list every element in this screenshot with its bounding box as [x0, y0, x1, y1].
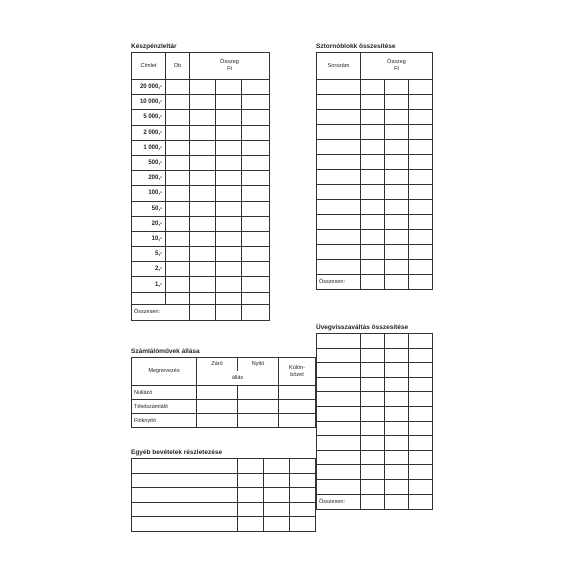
- denomination-label: 5,-: [132, 247, 166, 262]
- description-cell[interactable]: [317, 421, 361, 436]
- count-cell[interactable]: [166, 231, 190, 246]
- amount-cell[interactable]: [409, 363, 433, 378]
- amount-cell[interactable]: [385, 200, 409, 215]
- amount-cell[interactable]: [361, 377, 385, 392]
- denomination-label: 20,-: [132, 216, 166, 231]
- count-cell[interactable]: [166, 171, 190, 186]
- table-row: [317, 392, 433, 407]
- amount-cell[interactable]: [238, 502, 264, 517]
- total-amount-cell[interactable]: [385, 275, 409, 290]
- denomination-label: 1 000,-: [132, 140, 166, 155]
- table-row: [317, 363, 433, 378]
- amount-cell[interactable]: [290, 502, 316, 517]
- amount-cell[interactable]: [216, 231, 242, 246]
- count-cell[interactable]: [166, 216, 190, 231]
- amount-cell[interactable]: [361, 230, 385, 245]
- amount-cell[interactable]: [190, 95, 216, 110]
- amount-cell[interactable]: [361, 260, 385, 275]
- amount-cell[interactable]: [190, 125, 216, 140]
- count-cell[interactable]: [166, 277, 190, 292]
- amount-cell[interactable]: [216, 247, 242, 262]
- table-row: [317, 170, 433, 185]
- denomination-label: 5 000,-: [132, 110, 166, 125]
- amount-cell[interactable]: [216, 80, 242, 95]
- other-income-table: [131, 458, 316, 532]
- count-cell[interactable]: [166, 125, 190, 140]
- amount-cell[interactable]: [361, 110, 385, 125]
- denomination-header: Címlet: [132, 53, 166, 80]
- amount-cell[interactable]: [409, 230, 433, 245]
- total-amount-cell[interactable]: [385, 494, 409, 509]
- amount-cell[interactable]: [216, 262, 242, 277]
- amount-cell[interactable]: [409, 185, 433, 200]
- counters-title: Számlálóművek állása: [131, 348, 200, 355]
- total-label: Összesen:: [132, 304, 190, 320]
- total-amount-cell[interactable]: [409, 275, 433, 290]
- glass-return-table: [316, 333, 433, 510]
- total-label: Összesen:: [317, 494, 361, 509]
- table-row: [317, 230, 433, 245]
- table-row: [317, 140, 433, 155]
- serial-cell[interactable]: [317, 110, 361, 125]
- denomination-label: 20 000,-: [132, 80, 166, 95]
- amount-cell[interactable]: [242, 277, 270, 292]
- amount-cell[interactable]: [238, 517, 264, 532]
- amount-cell[interactable]: [361, 95, 385, 110]
- amount-cell[interactable]: [409, 95, 433, 110]
- amount-cell[interactable]: [190, 262, 216, 277]
- amount-cell[interactable]: [385, 377, 409, 392]
- table-row: [317, 436, 433, 451]
- table-row: [132, 517, 316, 532]
- table-row: [132, 414, 316, 428]
- amount-cell[interactable]: [361, 245, 385, 260]
- table-row: [317, 421, 433, 436]
- amount-cell[interactable]: [190, 171, 216, 186]
- amount-cell[interactable]: [242, 231, 270, 246]
- amount-cell[interactable]: [264, 502, 290, 517]
- amount-cell[interactable]: [190, 140, 216, 155]
- description-cell[interactable]: [317, 450, 361, 465]
- table-row: [317, 260, 433, 275]
- amount-cell[interactable]: [190, 216, 216, 231]
- blank-cell[interactable]: [166, 292, 190, 304]
- denomination-label: 100,-: [132, 186, 166, 201]
- table-row: [132, 262, 270, 277]
- description-cell[interactable]: [132, 459, 238, 474]
- amount-cell[interactable]: [242, 292, 270, 304]
- amount-cell[interactable]: [242, 95, 270, 110]
- amount-cell[interactable]: [361, 215, 385, 230]
- amount-cell[interactable]: [216, 125, 242, 140]
- amount-cell[interactable]: [216, 186, 242, 201]
- serial-cell[interactable]: [317, 260, 361, 275]
- amount-cell[interactable]: [216, 110, 242, 125]
- counter-name: Nullázó: [132, 386, 197, 400]
- description-cell[interactable]: [317, 406, 361, 421]
- description-cell[interactable]: [132, 488, 238, 503]
- denomination-label: 1,-: [132, 277, 166, 292]
- total-amount-cell[interactable]: [242, 304, 270, 320]
- table-row: [132, 140, 270, 155]
- amount-cell[interactable]: [242, 262, 270, 277]
- table-row: [132, 216, 270, 231]
- amount-cell[interactable]: [385, 110, 409, 125]
- table-row: [132, 155, 270, 170]
- amount-cell[interactable]: [190, 292, 216, 304]
- amount-cell[interactable]: [361, 450, 385, 465]
- total-amount-cell[interactable]: [216, 304, 242, 320]
- total-row: [317, 275, 433, 290]
- table-row: [132, 386, 316, 400]
- amount-cell[interactable]: [361, 155, 385, 170]
- amount-cell[interactable]: [216, 171, 242, 186]
- amount-cell[interactable]: [361, 200, 385, 215]
- total-amount-cell[interactable]: [409, 494, 433, 509]
- table-row: [132, 400, 316, 414]
- amount-cell[interactable]: [290, 517, 316, 532]
- table-row: [317, 110, 433, 125]
- amount-cell[interactable]: [409, 406, 433, 421]
- amount-cell[interactable]: [409, 436, 433, 451]
- table-row: [132, 488, 316, 503]
- table-row: [317, 200, 433, 215]
- amount-cell[interactable]: [216, 201, 242, 216]
- amount-cell[interactable]: [409, 348, 433, 363]
- amount-cell[interactable]: [385, 363, 409, 378]
- closing-cell[interactable]: [197, 386, 238, 400]
- amount-cell[interactable]: [242, 110, 270, 125]
- amount-cell[interactable]: [385, 140, 409, 155]
- amount-cell[interactable]: [409, 392, 433, 407]
- amount-cell[interactable]: [216, 155, 242, 170]
- amount-cell[interactable]: [385, 465, 409, 480]
- amount-cell[interactable]: [242, 155, 270, 170]
- amount-cell[interactable]: [290, 473, 316, 488]
- serial-cell[interactable]: [317, 215, 361, 230]
- serial-cell[interactable]: [317, 245, 361, 260]
- count-cell[interactable]: [166, 186, 190, 201]
- count-cell[interactable]: [166, 247, 190, 262]
- blank-cell[interactable]: [132, 292, 166, 304]
- table-row: [132, 502, 316, 517]
- amount-cell[interactable]: [385, 80, 409, 95]
- closing-cell[interactable]: [197, 400, 238, 414]
- amount-cell[interactable]: [290, 459, 316, 474]
- amount-cell[interactable]: [190, 277, 216, 292]
- total-amount-cell[interactable]: [190, 304, 216, 320]
- description-cell[interactable]: [317, 363, 361, 378]
- table-row: [132, 110, 270, 125]
- storno-summary-table: [316, 52, 433, 290]
- name-header: Megnevezés: [132, 358, 197, 386]
- description-cell[interactable]: [132, 517, 238, 532]
- count-cell[interactable]: [166, 155, 190, 170]
- opening-header: Nyitó: [238, 358, 279, 372]
- amount-cell[interactable]: [385, 334, 409, 349]
- table-row: [317, 377, 433, 392]
- table-row: [132, 292, 270, 304]
- table-row: [132, 247, 270, 262]
- description-cell[interactable]: [317, 392, 361, 407]
- table-row: [132, 473, 316, 488]
- total-row: [317, 494, 433, 509]
- amount-cell[interactable]: [264, 488, 290, 503]
- description-cell[interactable]: [317, 479, 361, 494]
- storno-summary-title: Sztornóblokk összesítése: [316, 43, 396, 50]
- description-cell[interactable]: [317, 465, 361, 480]
- denomination-label: 2 000,-: [132, 125, 166, 140]
- amount-cell[interactable]: [385, 215, 409, 230]
- amount-cell[interactable]: [361, 80, 385, 95]
- amount-cell[interactable]: [264, 517, 290, 532]
- counters-table: [131, 357, 316, 428]
- amount-cell[interactable]: [385, 436, 409, 451]
- description-cell[interactable]: [317, 334, 361, 349]
- table-row: [132, 231, 270, 246]
- total-row: [132, 304, 270, 320]
- amount-cell[interactable]: [361, 348, 385, 363]
- glass-return-title: Üvegvisszaváltás összesítése: [316, 324, 409, 331]
- amount-cell[interactable]: [361, 170, 385, 185]
- serial-cell[interactable]: [317, 170, 361, 185]
- amount-cell[interactable]: [242, 247, 270, 262]
- counter-name: Fiöknyitó: [132, 414, 197, 428]
- description-cell[interactable]: [132, 473, 238, 488]
- amount-cell[interactable]: [216, 216, 242, 231]
- table-row: [132, 80, 270, 95]
- count-cell[interactable]: [166, 110, 190, 125]
- total-amount-cell[interactable]: [361, 494, 385, 509]
- amount-cell[interactable]: [385, 245, 409, 260]
- table-row: [132, 171, 270, 186]
- serial-cell[interactable]: [317, 155, 361, 170]
- amount-cell[interactable]: [238, 488, 264, 503]
- table-row: [317, 80, 433, 95]
- amount-cell[interactable]: [361, 406, 385, 421]
- amount-cell[interactable]: [385, 125, 409, 140]
- serial-cell[interactable]: [317, 80, 361, 95]
- amount-cell[interactable]: [361, 185, 385, 200]
- opening-cell[interactable]: [238, 414, 279, 428]
- amount-cell[interactable]: [409, 377, 433, 392]
- amount-cell[interactable]: [216, 95, 242, 110]
- amount-cell[interactable]: [242, 80, 270, 95]
- serial-cell[interactable]: [317, 125, 361, 140]
- amount-cell[interactable]: [409, 465, 433, 480]
- table-row: [317, 465, 433, 480]
- amount-cell[interactable]: [361, 479, 385, 494]
- difference-cell[interactable]: [279, 386, 316, 400]
- amount-cell[interactable]: [409, 215, 433, 230]
- amount-cell[interactable]: [216, 277, 242, 292]
- description-cell[interactable]: [132, 502, 238, 517]
- table-row: [317, 479, 433, 494]
- table-row: [132, 186, 270, 201]
- amount-cell[interactable]: [190, 110, 216, 125]
- count-cell[interactable]: [166, 80, 190, 95]
- denomination-label: 50,-: [132, 201, 166, 216]
- amount-cell[interactable]: [361, 125, 385, 140]
- amount-cell[interactable]: [190, 201, 216, 216]
- amount-cell[interactable]: [242, 125, 270, 140]
- amount-cell[interactable]: [190, 231, 216, 246]
- description-cell[interactable]: [317, 348, 361, 363]
- amount-cell[interactable]: [190, 186, 216, 201]
- cash-inventory-title: Készpénzleltár: [131, 43, 177, 50]
- amount-cell[interactable]: [385, 155, 409, 170]
- description-cell[interactable]: [317, 377, 361, 392]
- table-row: [132, 201, 270, 216]
- amount-cell[interactable]: [385, 479, 409, 494]
- serial-cell[interactable]: [317, 200, 361, 215]
- count-cell[interactable]: [166, 95, 190, 110]
- amount-cell[interactable]: [242, 186, 270, 201]
- table-row: [317, 125, 433, 140]
- serial-header: Sorszám: [317, 53, 361, 80]
- amount-cell[interactable]: [409, 479, 433, 494]
- amount-cell[interactable]: [385, 230, 409, 245]
- amount-cell[interactable]: [361, 334, 385, 349]
- amount-cell[interactable]: [264, 459, 290, 474]
- table-row: [317, 215, 433, 230]
- amount-cell[interactable]: [409, 125, 433, 140]
- total-label: Összesen:: [317, 275, 361, 290]
- table-row: [317, 450, 433, 465]
- amount-cell[interactable]: [361, 436, 385, 451]
- closing-header: Záró: [197, 358, 238, 372]
- amount-cell[interactable]: [385, 392, 409, 407]
- count-header: Db: [166, 53, 190, 80]
- amount-cell[interactable]: [409, 450, 433, 465]
- difference-cell[interactable]: [279, 414, 316, 428]
- amount-cell[interactable]: [216, 140, 242, 155]
- table-row: [317, 334, 433, 349]
- table-row: [317, 406, 433, 421]
- amount-cell[interactable]: [242, 171, 270, 186]
- amount-cell[interactable]: [290, 488, 316, 503]
- amount-cell[interactable]: [385, 450, 409, 465]
- amount-cell[interactable]: [190, 80, 216, 95]
- serial-cell[interactable]: [317, 95, 361, 110]
- count-cell[interactable]: [166, 262, 190, 277]
- amount-cell[interactable]: [385, 406, 409, 421]
- amount-cell[interactable]: [409, 421, 433, 436]
- amount-cell[interactable]: [409, 80, 433, 95]
- amount-cell[interactable]: [409, 245, 433, 260]
- amount-cell[interactable]: [385, 170, 409, 185]
- table-row: [132, 277, 270, 292]
- amount-cell[interactable]: [385, 95, 409, 110]
- opening-cell[interactable]: [238, 386, 279, 400]
- serial-cell[interactable]: [317, 230, 361, 245]
- table-row: [317, 348, 433, 363]
- count-cell[interactable]: [166, 201, 190, 216]
- amount-cell[interactable]: [409, 200, 433, 215]
- amount-cell[interactable]: [385, 185, 409, 200]
- denomination-label: 10 000,-: [132, 95, 166, 110]
- amount-cell[interactable]: [385, 421, 409, 436]
- cash-inventory-table: [131, 52, 270, 321]
- amount-cell[interactable]: [361, 140, 385, 155]
- denomination-label: 200,-: [132, 171, 166, 186]
- amount-cell[interactable]: [385, 348, 409, 363]
- table-row: [132, 95, 270, 110]
- amount-cell[interactable]: [190, 247, 216, 262]
- amount-cell[interactable]: [409, 260, 433, 275]
- amount-cell[interactable]: [409, 110, 433, 125]
- amount-cell[interactable]: [361, 363, 385, 378]
- amount-cell[interactable]: [238, 459, 264, 474]
- count-cell[interactable]: [166, 140, 190, 155]
- table-row: [317, 95, 433, 110]
- amount-cell[interactable]: [264, 473, 290, 488]
- closing-cell[interactable]: [197, 414, 238, 428]
- amount-cell[interactable]: [242, 201, 270, 216]
- storno-amount-header: Összeg Ft: [361, 53, 433, 80]
- serial-cell[interactable]: [317, 140, 361, 155]
- total-amount-cell[interactable]: [361, 275, 385, 290]
- amount-cell[interactable]: [409, 334, 433, 349]
- state-header: állás: [197, 371, 279, 386]
- difference-header: Külön- bözet: [279, 358, 316, 386]
- amount-cell[interactable]: [242, 216, 270, 231]
- amount-cell[interactable]: [409, 170, 433, 185]
- opening-cell[interactable]: [238, 400, 279, 414]
- counter-name: Tételszámláló: [132, 400, 197, 414]
- amount-cell[interactable]: [216, 292, 242, 304]
- denomination-label: 500,-: [132, 155, 166, 170]
- amount-cell[interactable]: [238, 473, 264, 488]
- description-cell[interactable]: [317, 436, 361, 451]
- amount-cell[interactable]: [361, 392, 385, 407]
- amount-cell[interactable]: [361, 421, 385, 436]
- table-row: [317, 185, 433, 200]
- amount-cell[interactable]: [409, 155, 433, 170]
- other-income-title: Egyéb bevételek részletezése: [131, 449, 223, 456]
- table-row: [317, 245, 433, 260]
- amount-cell[interactable]: [385, 260, 409, 275]
- amount-cell[interactable]: [361, 465, 385, 480]
- table-row: [132, 459, 316, 474]
- difference-cell[interactable]: [279, 400, 316, 414]
- denomination-label: 2,-: [132, 262, 166, 277]
- serial-cell[interactable]: [317, 185, 361, 200]
- amount-cell[interactable]: [190, 155, 216, 170]
- amount-cell[interactable]: [242, 140, 270, 155]
- amount-cell[interactable]: [409, 140, 433, 155]
- amount-header: Összeg Ft: [190, 53, 270, 80]
- table-row: [317, 155, 433, 170]
- denomination-label: 10,-: [132, 231, 166, 246]
- table-row: [132, 125, 270, 140]
